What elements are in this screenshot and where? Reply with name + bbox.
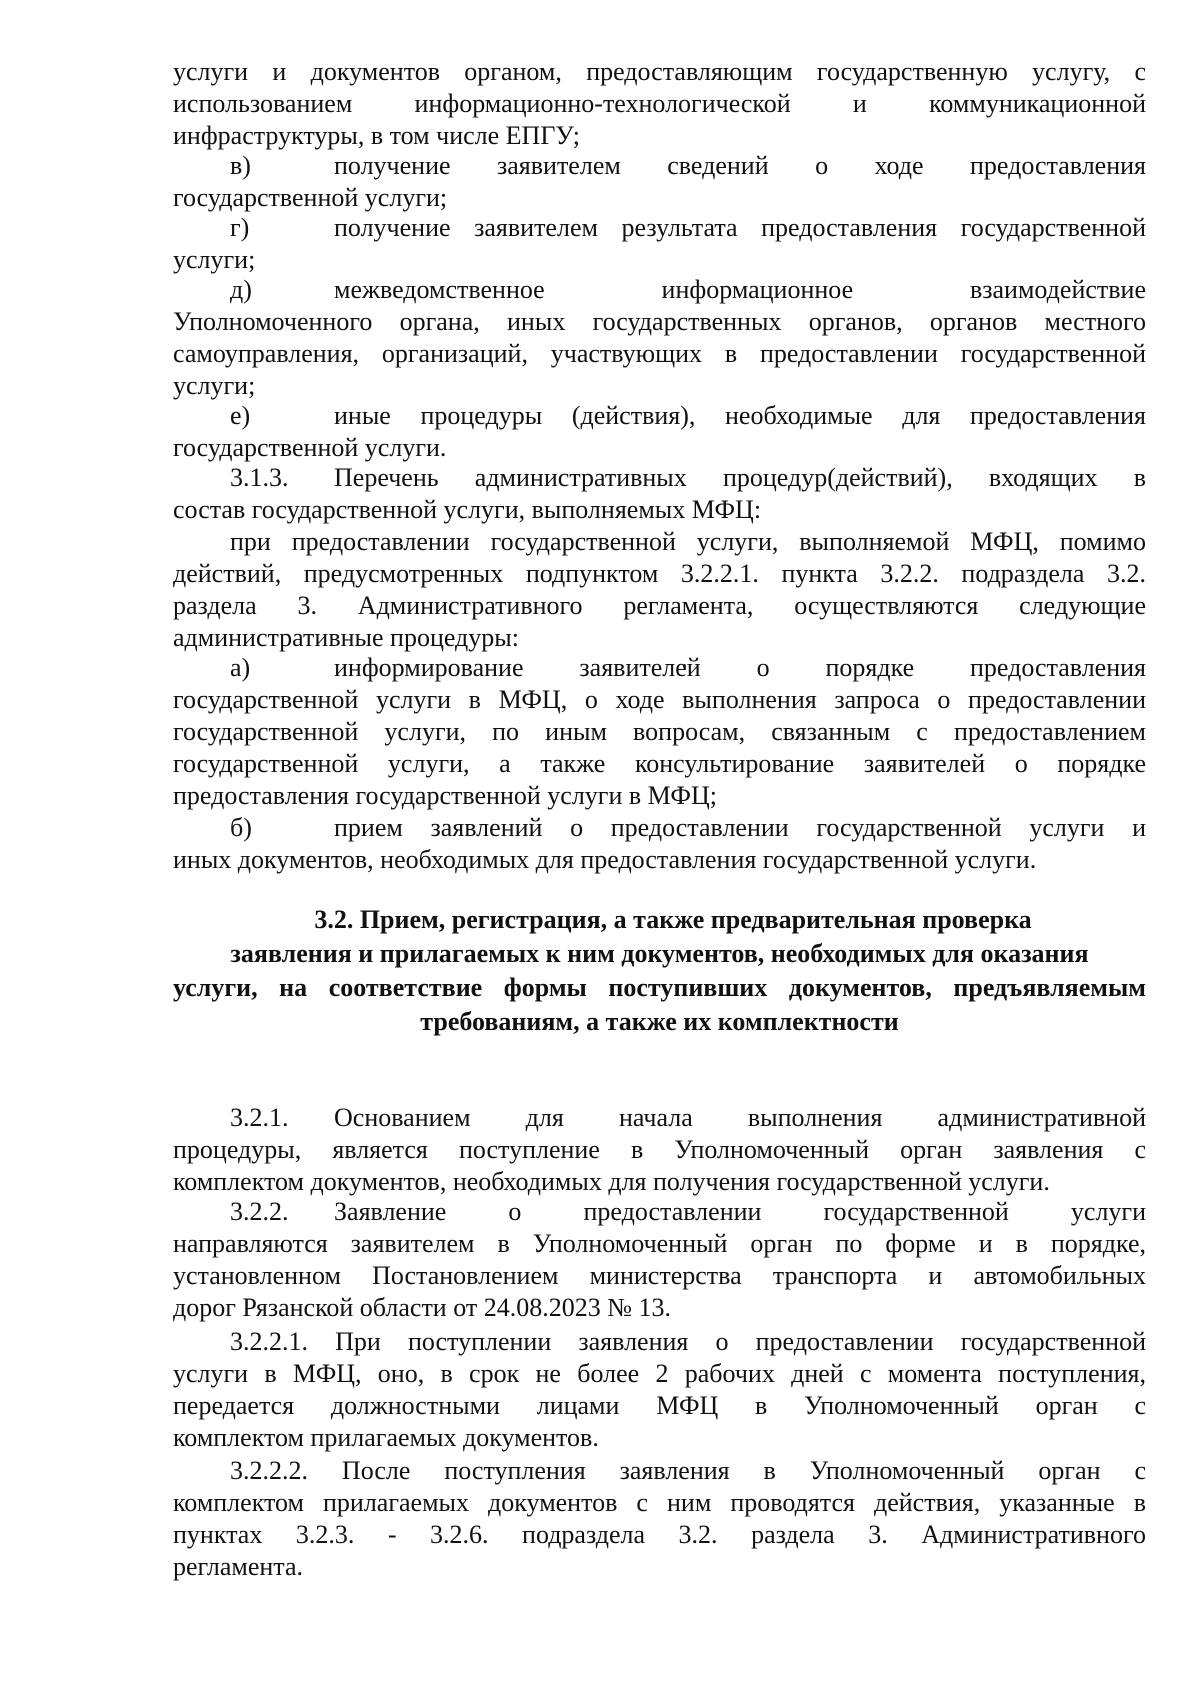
clause-text: Перечень административных процедур(действий), входящих в (334, 463, 1146, 492)
text-line: состав государственной услуги, выполняемых МФЦ: (173, 495, 762, 524)
text-line: услуги; (173, 245, 256, 274)
text-line: услуги и документов органом, предоставляющим государственную услугу, с (173, 57, 1146, 86)
clause-3-2-1 (230, 1102, 1146, 1134)
clause-text: Заявление о предоставлении государственной услуги (334, 1197, 1146, 1226)
text-line: самоуправления, организаций, участвующих в предоставлении государственной (173, 339, 1146, 368)
section-heading: 3.2. Прием, регистрация, а также предварительная проверка (314, 905, 1032, 934)
list-item-b (230, 812, 1146, 844)
clause-text: Основанием для начала выполнения административной (334, 1103, 1146, 1132)
list-item-text: межведомственное информационное взаимодействие (334, 275, 1146, 304)
text-line: государственной услуги, по иным вопросам, связанным с предоставлением (173, 717, 1146, 746)
text-line: комплектом документов, необходимых для получения государственной услуги. (173, 1167, 1050, 1196)
text-line: установленном Постановлением министерства транспорта и автомобильных (173, 1261, 1146, 1290)
text-line: при предоставлении государственной услуги, выполняемой МФЦ, помимо (230, 527, 1146, 556)
section-heading: услуги, на соответствие формы поступивших документов, предъявляемым (173, 973, 1146, 1002)
text-line: административные процедуры: (173, 623, 519, 652)
text-line: государственной услуги в МФЦ, о ходе выполнения запроса о предоставлении (173, 685, 1146, 714)
list-item-label: г) (230, 213, 250, 242)
section-heading: заявления и прилагаемых к ним документов, необходимых для оказания (230, 939, 1089, 968)
text-line: 3.2.2.2. После поступления заявления в Уполномоченный орган с (230, 1456, 1146, 1485)
text-line: государственной услуги. (173, 433, 447, 462)
list-item-label: д) (230, 275, 252, 304)
list-item-label: е) (230, 401, 251, 430)
text-line: процедуры, является поступление в Уполномоченный орган заявления с (173, 1135, 1146, 1164)
list-item-v (230, 150, 1146, 182)
text-line: предоставления государственной услуги в МФЦ; (173, 781, 717, 810)
list-item-text: прием заявлений о предоставлении государственной услуги и (334, 813, 1146, 842)
text-line: государственной услуги; (173, 183, 448, 212)
list-item-text: информирование заявителей о порядке предоставления (334, 653, 1146, 682)
clause-number: 3.2.1. (230, 1103, 289, 1132)
text-line: комплектом прилагаемых документов. (173, 1423, 599, 1452)
text-line: направляются заявителем в Уполномоченный орган по форме и в порядке, (173, 1229, 1146, 1258)
clause-3-2-2 (230, 1196, 1146, 1228)
clause-3-1-3 (230, 462, 1146, 494)
list-item-text: иные процедуры (действия), необходимые для предоставления (334, 401, 1146, 430)
list-item-a (230, 652, 1146, 684)
text-line: Уполномоченного органа, иных государственных органов, органов местного (173, 307, 1146, 336)
text-line: государственной услуги, а также консультирование заявителей о порядке (173, 749, 1146, 778)
text-line: услуги; (173, 371, 256, 400)
list-item-e (230, 400, 1146, 432)
list-item-label: в) (230, 151, 251, 180)
text-line: раздела 3. Административного регламента, осуществляются следующие (173, 591, 1146, 620)
text-line: комплектом прилагаемых документов с ним проводятся действия, указанные в (173, 1488, 1146, 1517)
text-line: регламента. (173, 1552, 304, 1581)
text-line: инфраструктуры, в том числе ЕПГУ; (173, 121, 580, 150)
list-item-text: получение заявителем сведений о ходе предоставления (334, 151, 1146, 180)
text-line: 3.2.2.1. При поступлении заявления о предоставлении государственной (230, 1327, 1146, 1356)
text-line: передается должностными лицами МФЦ в Уполномоченный орган с (173, 1391, 1146, 1420)
list-item-g (230, 212, 1146, 244)
text-line: пунктах 3.2.3. - 3.2.6. подраздела 3.2. раздела 3. Административного (173, 1520, 1146, 1549)
text-line: использованием информационно-технологической и коммуникационной (173, 89, 1146, 118)
list-item-label: а) (230, 653, 251, 682)
list-item-label: б) (230, 813, 252, 842)
list-item-text: получение заявителем результата предоставления государственной (334, 213, 1146, 242)
text-line: дорог Рязанской области от 24.08.2023 № 13. (173, 1293, 672, 1322)
text-line: услуги в МФЦ, оно, в срок не более 2 рабочих дней с момента поступления, (173, 1359, 1146, 1388)
text-line: действий, предусмотренных подпунктом 3.2.2.1. пункта 3.2.2. подраздела 3.2. (173, 559, 1146, 588)
clause-number: 3.1.3. (230, 463, 289, 492)
section-heading: требованиям, а также их комплектности (420, 1007, 899, 1036)
list-item-d (230, 274, 1146, 306)
text-line: иных документов, необходимых для предоставления государственной услуги. (173, 845, 1037, 874)
clause-number: 3.2.2. (230, 1197, 289, 1226)
